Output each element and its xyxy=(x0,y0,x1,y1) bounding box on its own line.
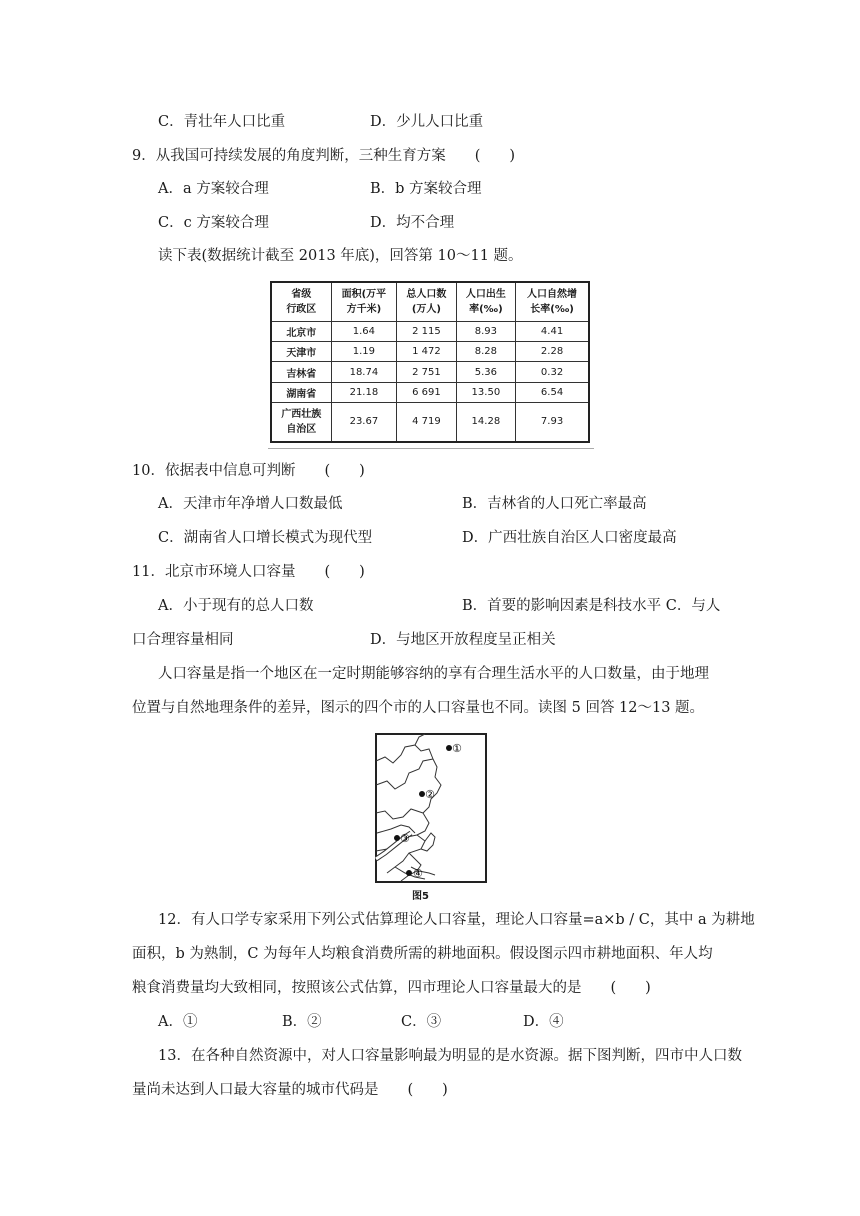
map-label-2: ② xyxy=(425,788,435,801)
table-cell: 4 719 xyxy=(397,402,456,442)
table-row xyxy=(271,322,589,342)
table-cell: 18.74 xyxy=(331,362,397,382)
table-cell: 2.28 xyxy=(516,342,589,362)
table-row xyxy=(271,382,589,402)
q11-option-c-cont: 口合理容量相同 xyxy=(132,632,234,648)
table-row xyxy=(271,402,589,442)
q12-option-c: C．③ xyxy=(401,1014,442,1030)
map-label-3: ③ xyxy=(400,832,410,845)
passage-line-1: 人口容量是指一个地区在一定时期能够容纳的享有合理生活水平的人口数量，由于地理 xyxy=(158,666,709,682)
table-cell: 13.50 xyxy=(456,382,515,402)
table-cell: 1.64 xyxy=(331,322,397,342)
map-figure xyxy=(375,733,487,883)
table-intro: 读下表(数据统计截至 2013 年底)，回答第 10～11 题。 xyxy=(158,248,523,264)
q11-option-d: D．与地区开放程度呈正相关 xyxy=(370,632,556,648)
map-label-4: ④ xyxy=(413,867,423,880)
table-shadow-line xyxy=(268,448,594,449)
table-cell: 1 472 xyxy=(397,342,456,362)
q8-option-c: C．青壮年人口比重 xyxy=(158,114,286,130)
population-table xyxy=(270,281,590,443)
table-cell: 8.93 xyxy=(456,322,515,342)
table-header-cell: 面积(万平 方千米) xyxy=(331,282,397,322)
q9-option-b: B．b 方案较合理 xyxy=(370,181,482,197)
table-header-cell: 人口自然增 长率(‰) xyxy=(516,282,589,322)
table-cell: 23.67 xyxy=(331,402,397,442)
q11-option-b-c: B．首要的影响因素是科技水平 C．与人 xyxy=(462,598,721,614)
table-row-header: 北京市 xyxy=(271,322,331,342)
table-row-header: 广西壮族 自治区 xyxy=(271,402,331,442)
q10-stem: 10．依据表中信息可判断 ( ) xyxy=(132,463,365,479)
table-header-cell: 省级 行政区 xyxy=(271,282,331,322)
q10-option-d: D．广西壮族自治区人口密度最高 xyxy=(462,530,677,546)
table-header-cell: 人口出生 率(‰) xyxy=(456,282,515,322)
table-cell: 5.36 xyxy=(456,362,515,382)
q12-line-2: 面积，b 为熟制，C 为每年人均粮食消费所需的耕地面积。假设图示四市耕地面积、年人均 xyxy=(132,946,713,962)
table-row xyxy=(271,342,589,362)
q12-line-3: 粮食消费量均大致相同，按照该公式估算，四市理论人口容量最大的是 ( ) xyxy=(132,980,651,996)
q11-option-a: A．小于现有的总人口数 xyxy=(158,598,314,614)
q9-option-c: C．c 方案较合理 xyxy=(158,215,269,231)
table-cell: 0.32 xyxy=(516,362,589,382)
map-label-1: ① xyxy=(452,742,462,755)
table-row xyxy=(271,362,589,382)
q10-option-a: A．天津市年净增人口数最低 xyxy=(158,496,343,512)
q10-option-b: B．吉林省的人口死亡率最高 xyxy=(462,496,647,512)
table-cell: 2 115 xyxy=(397,322,456,342)
table-cell: 1.19 xyxy=(331,342,397,362)
table-cell: 21.18 xyxy=(331,382,397,402)
q10-option-c: C．湖南省人口增长模式为现代型 xyxy=(158,530,373,546)
table-cell: 4.41 xyxy=(516,322,589,342)
table-cell: 2 751 xyxy=(397,362,456,382)
q8-option-d: D．少儿人口比重 xyxy=(370,114,484,130)
q12-option-a: A．① xyxy=(158,1014,198,1030)
passage-line-2: 位置与自然地理条件的差异，图示的四个市的人口容量也不同。读图 5 回答 12～13 题。 xyxy=(132,700,705,716)
map-caption: 图5 xyxy=(412,891,429,902)
table-cell: 14.28 xyxy=(456,402,515,442)
q13-line-1: 13．在各种自然资源中，对人口容量影响最为明显的是水资源。据下图判断，四市中人口数 xyxy=(158,1048,742,1064)
table-cell: 6.54 xyxy=(516,382,589,402)
q9-option-a: A．a 方案较合理 xyxy=(158,181,269,197)
table-header-row xyxy=(271,282,589,322)
table-cell: 6 691 xyxy=(397,382,456,402)
table-row-header: 天津市 xyxy=(271,342,331,362)
table-row-header: 湖南省 xyxy=(271,382,331,402)
q11-stem: 11．北京市环境人口容量 ( ) xyxy=(132,564,365,580)
q12-option-b: B．② xyxy=(282,1014,322,1030)
q9-option-d: D．均不合理 xyxy=(370,215,455,231)
q9-stem: 9．从我国可持续发展的角度判断，三种生育方案 ( ) xyxy=(132,148,516,164)
table-header-cell: 总人口数 (万人) xyxy=(397,282,456,322)
table-row-header: 吉林省 xyxy=(271,362,331,382)
q12-option-d: D．④ xyxy=(523,1014,564,1030)
q12-line-1: 12．有人口学专家采用下列公式估算理论人口容量，理论人口容量=a×b / C，其中 a 为耕地 xyxy=(158,912,755,928)
table-cell: 8.28 xyxy=(456,342,515,362)
table-cell: 7.93 xyxy=(516,402,589,442)
q13-line-2: 量尚未达到人口最大容量的城市代码是 ( ) xyxy=(132,1082,448,1098)
